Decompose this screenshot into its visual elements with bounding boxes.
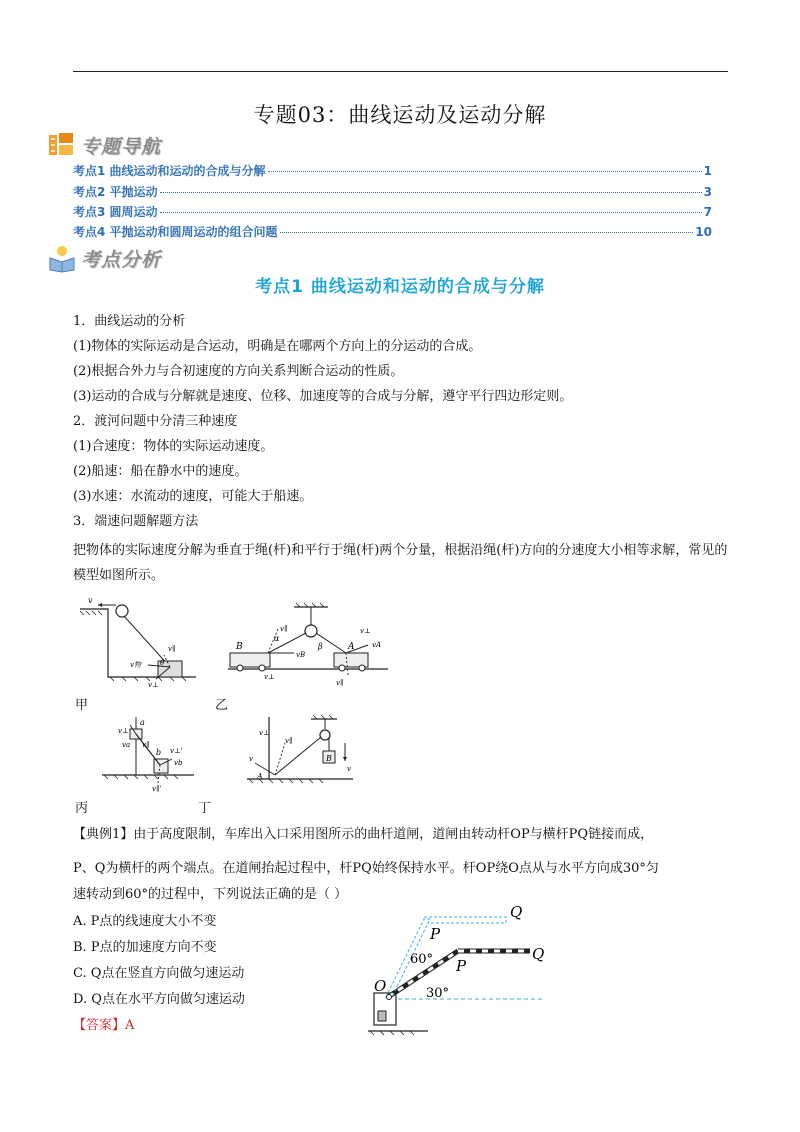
toc-item-1[interactable] — [73, 162, 712, 179]
analysis-banner — [47, 243, 161, 273]
yi-B-label: B — [236, 642, 243, 652]
analysis-banner-text: 考点分析 — [81, 248, 162, 271]
toc-leader — [160, 212, 702, 213]
jia-v-label: v — [88, 596, 93, 605]
toc-page: 1 — [703, 164, 712, 178]
figure-yi — [228, 603, 388, 688]
bing-b-label: b — [156, 748, 162, 757]
yi-vperpa-label: v⊥ — [360, 627, 371, 635]
ding-A-label: A — [257, 772, 263, 781]
toc-item-2[interactable] — [73, 183, 712, 200]
paragraph: (1)合速度：物体的实际运动速度。 — [73, 439, 274, 454]
jia-vperp-label: v⊥ — [148, 681, 159, 689]
bing-vb-label: vb — [174, 759, 183, 767]
option-b[interactable]: B. P点的加速度方向不变 — [73, 940, 217, 955]
figure-label-jia: 甲 — [75, 698, 89, 713]
example-text: 由于高度限制，车库出入口采用图所示的曲杆道闸，道闸由转动杆OP与横杆PQ链接而成， — [133, 827, 654, 842]
toc-page: 10 — [695, 225, 712, 239]
bing-a-label: a — [140, 718, 145, 727]
ding-vp-label: v∥ — [285, 737, 293, 745]
bing-va-label: va — [122, 741, 131, 749]
yi-vA-label: vA — [372, 641, 382, 649]
example-line-3: 速转动到60°的过程中，下列说法正确的是（ ） — [73, 887, 348, 902]
bing-vperpb-label: v⊥' — [170, 747, 183, 755]
paragraph: 3．端速问题解题方法 — [73, 514, 199, 529]
jia-theta-label: θ — [160, 659, 165, 667]
answer — [73, 1017, 134, 1035]
gate-angle30-label: 30° — [426, 986, 450, 1001]
toc-leader — [280, 232, 694, 233]
nav-icon — [47, 131, 77, 159]
answer-label: 【答案】 — [73, 1018, 126, 1033]
toc-leader — [160, 192, 702, 193]
paragraph: (2)船速：船在静水中的速度。 — [73, 464, 248, 479]
yi-A-label: A — [348, 642, 355, 652]
ding-vperp-label: v⊥ — [259, 729, 270, 737]
jia-vp-label: v∥ — [168, 645, 176, 653]
paragraph: (3)运动的合成与分解就是速度、位移、加速度等的合成与分解，遵守平行四边形定则。 — [73, 389, 573, 404]
figure-label-ding: 丁 — [198, 801, 212, 816]
figure-ding — [245, 713, 355, 793]
paragraph: (3)水速：水流动的速度，可能大于船速。 — [73, 489, 313, 504]
toc-label: 考点2 平抛运动 — [73, 185, 158, 199]
bing-vperp-label: v⊥ — [118, 727, 129, 735]
gate-Q-upper-label: Q — [510, 903, 523, 921]
bing-vpa-label: v∥ — [142, 741, 150, 749]
header-rule — [73, 71, 728, 72]
paragraph: (1)物体的实际运动是合运动，明确是在哪两个方向上的分运动的合成。 — [73, 339, 482, 354]
book-bulb-icon — [47, 244, 77, 272]
nav-banner — [47, 130, 161, 160]
gate-P-upper-label: P — [430, 925, 441, 943]
nav-banner-text: 专题导航 — [81, 135, 162, 158]
toc-label: 考点3 圆周运动 — [73, 205, 158, 219]
figure-label-yi: 乙 — [215, 698, 229, 713]
yi-alpha-label: α — [274, 634, 280, 643]
toc-label: 考点1 曲线运动和运动的合成与分解 — [73, 164, 266, 178]
option-a[interactable]: A. P点的线速度大小不变 — [73, 914, 217, 929]
example-line-2: P、Q为横杆的两个端点。在道闸抬起过程中，杆PQ始终保持水平。杆OP绕O点从与水平方向成30°匀 — [73, 861, 659, 876]
toc-leader — [268, 171, 702, 172]
figure-jia — [78, 595, 198, 689]
jia-vobj-label: v物 — [130, 661, 141, 669]
toc-item-4[interactable] — [73, 223, 712, 240]
figure-bing — [100, 713, 195, 793]
bing-vpb-label: v∥' — [152, 785, 162, 793]
gate-P-lower-label: P — [456, 957, 467, 975]
yi-vpb-label: v∥ — [280, 625, 288, 633]
figure-label-bing: 丙 — [75, 801, 89, 816]
gate-O-label: O — [374, 977, 387, 995]
yi-vpa-label: v∥ — [336, 679, 344, 687]
example-tag: 【典例1】 — [73, 827, 134, 842]
paragraph: 2．渡河问题中分清三种速度 — [73, 414, 238, 429]
yi-vB-label: vB — [296, 651, 306, 659]
yi-vperpb-label: v⊥ — [264, 673, 275, 681]
toc-page: 3 — [703, 185, 712, 199]
paragraph: 1．曲线运动的分析 — [73, 314, 186, 329]
yi-beta-label: β — [318, 642, 323, 651]
toc-label: 考点4 平抛运动和圆周运动的组合问题 — [73, 225, 278, 239]
example-figure-gate — [368, 905, 568, 1035]
ding-v-label: v — [249, 755, 253, 763]
paragraph: 把物体的实际速度分解为垂直于绳(杆)和平行于绳(杆)两个分量，根据沿绳(杆)方向的分速度大小相等求解，常见的模型如图所示。 — [73, 543, 728, 583]
section-heading: 考点1 曲线运动和运动的合成与分解 — [255, 277, 545, 297]
ding-B-label: B — [326, 754, 332, 763]
option-d[interactable]: D. Q点在水平方向做匀速运动 — [73, 992, 245, 1007]
answer-value: A — [125, 1018, 135, 1033]
example-line-1 — [73, 826, 653, 844]
toc-item-3[interactable] — [73, 203, 712, 220]
page-title: 专题03：曲线运动及运动分解 — [253, 103, 547, 127]
option-c[interactable]: C. Q点在竖直方向做匀速运动 — [73, 966, 245, 981]
ding-vout-label: v — [347, 765, 351, 773]
gate-angle60-label: 60° — [410, 952, 434, 967]
gate-Q-lower-label: Q — [532, 945, 545, 963]
paragraph: (2)根据合外力与合初速度的方向关系判断合运动的性质。 — [73, 364, 404, 379]
toc-page: 7 — [703, 205, 712, 219]
